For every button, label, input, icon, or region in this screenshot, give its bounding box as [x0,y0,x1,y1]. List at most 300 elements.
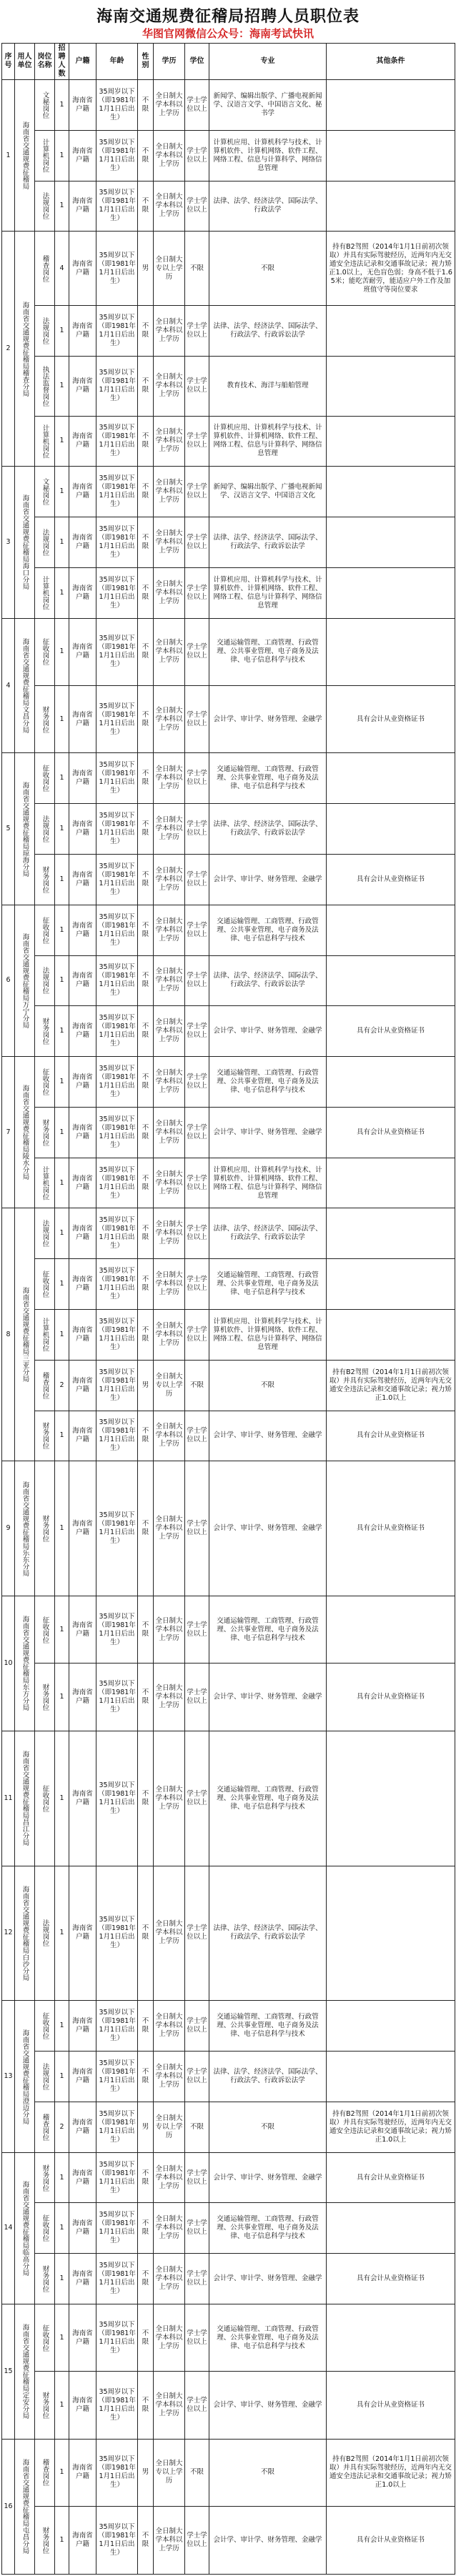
cell-employer: 海南省交通规费征稽局乐东分局 [15,1461,35,1596]
cell-degree: 不限 [185,232,209,306]
cell-age: 35周岁以下（即1981年1月1日后出生） [96,2254,138,2304]
cell-major: 交通运输管理、工商管理、行政管理、公共事业管理、电子商务及法律、电子信息科学与技术 [209,2304,327,2372]
cell-other-requirements [327,2052,455,2102]
table-row [2,2304,455,2372]
cell-major: 交通运输管理、工商管理、行政管理、公共事业管理、电子商务及法律、电子信息科学与技术 [209,1731,327,1866]
cell-headcount: 1 [55,2254,69,2304]
cell-headcount: 1 [55,1664,69,1731]
cell-degree: 学士学位以上 [185,357,209,416]
cell-age: 35周岁以下（即1981年1月1日后出生） [96,416,138,467]
cell-education: 全日制大学本科以上学历 [154,181,185,232]
cell-other-requirements [327,2001,455,2052]
cell-degree: 学士学位以上 [185,955,209,1006]
cell-age: 35周岁以下（即1981年1月1日后出生） [96,2439,138,2506]
cell-gender: 不限 [138,1731,154,1866]
cell-degree: 学士学位以上 [185,1461,209,1596]
cell-age: 35周岁以下（即1981年1月1日后出生） [96,130,138,181]
cell-education: 全日制大学本科以上学历 [154,2203,185,2254]
cell-employer: 海南省交通规费征稽局东方分局 [15,1596,35,1731]
cell-education: 全日制大学本科以上学历 [154,1411,185,1461]
cell-household: 海南省户籍 [69,1731,96,1866]
cell-education: 全日制大学本科以上学历 [154,1107,185,1158]
cell-gender: 不限 [138,2052,154,2102]
header-cell: 序号 [2,44,15,80]
cell-degree: 学士学位以上 [185,1866,209,2001]
table-body [2,80,455,2575]
cell-degree: 学士学位以上 [185,753,209,804]
table-row [2,2001,455,2052]
cell-post-name: 法规岗位 [35,517,55,568]
cell-headcount: 1 [55,1107,69,1158]
cell-degree: 学士学位以上 [185,2052,209,2102]
table-row [2,1360,455,1411]
cell-major: 会计学、审计学、财务管理、金融学 [209,1461,327,1596]
cell-other-requirements [327,567,455,618]
cell-education: 全日制大学本科以上学历 [154,1461,185,1596]
cell-degree: 学士学位以上 [185,567,209,618]
cell-seq-no: 10 [2,1596,15,1731]
cell-gender: 不限 [138,357,154,416]
cell-post-name: 征收岗位 [35,1731,55,1866]
cell-other-requirements: 持有B2驾照（2014年1月1日前初次领取）并具有实际驾驶经历，近两年内无交通安全违法记录和交通事故记录；视力矫正1.0以上，无色盲色弱；身高不低于1.65米；能吃苦耐劳，能适应户外工作及加班值守等岗位要求 [327,232,455,306]
cell-headcount: 4 [55,232,69,306]
cell-headcount: 2 [55,2102,69,2152]
cell-other-requirements [327,1596,455,1664]
cell-other-requirements: 具有会计从业资格证书 [327,1411,455,1461]
cell-major: 交通运输管理、工商管理、行政管理、公共事业管理、电子商务及法律、电子信息科学与技术 [209,2001,327,2052]
cell-employer: 海南省交通规费征稽局 [15,80,35,232]
cell-age: 35周岁以下（即1981年1月1日后出生） [96,2372,138,2439]
cell-degree: 不限 [185,2439,209,2506]
cell-major: 会计学、审计学、财务管理、金融学 [209,2254,327,2304]
cell-education: 全日制大学本科以上学历 [154,2152,185,2203]
cell-degree: 学士学位以上 [185,1057,209,1108]
cell-age: 35周岁以下（即1981年1月1日后出生） [96,2203,138,2254]
cell-headcount: 1 [55,804,69,855]
cell-gender: 男 [138,2439,154,2506]
table-row [2,2254,455,2304]
table-row [2,1259,455,1310]
cell-headcount: 1 [55,2203,69,2254]
cell-major: 交通运输管理、工商管理、行政管理、公共事业管理、电子商务及法律、电子信息科学与技术 [209,1057,327,1108]
table-row [2,1107,455,1158]
cell-post-name: 法规岗位 [35,306,55,357]
table-row [2,905,455,955]
cell-headcount: 1 [55,517,69,568]
cell-age: 35周岁以下（即1981年1月1日后出生） [96,2001,138,2052]
cell-seq-no: 16 [2,2439,15,2574]
cell-post-name: 财务岗位 [35,1461,55,1596]
cell-headcount: 1 [55,2001,69,2052]
cell-gender: 男 [138,232,154,306]
cell-age: 35周岁以下（即1981年1月1日后出生） [96,2507,138,2575]
cell-post-name: 征收岗位 [35,1057,55,1108]
cell-education: 全日制大学本科以上学历 [154,1259,185,1310]
cell-age: 35周岁以下（即1981年1月1日后出生） [96,1107,138,1158]
page-subtitle: 华图官网微信公众号：海南考试快讯 [142,27,314,40]
table-row [2,567,455,618]
cell-gender: 不限 [138,1208,154,1259]
cell-age: 35周岁以下（即1981年1月1日后出生） [96,306,138,357]
cell-post-name: 财务岗位 [35,1411,55,1461]
cell-gender: 不限 [138,753,154,804]
cell-post-name: 稽查岗位 [35,2439,55,2506]
cell-major: 交通运输管理、工商管理、行政管理、公共事业管理、电子商务及法律、电子信息科学与技术 [209,905,327,955]
cell-post-name: 计算机岗位 [35,416,55,467]
cell-headcount: 1 [55,753,69,804]
cell-headcount: 1 [55,130,69,181]
cell-post-name: 法规岗位 [35,1866,55,2001]
table-row [2,306,455,357]
cell-headcount: 1 [55,1461,69,1596]
cell-other-requirements [327,80,455,131]
table-row [2,2507,455,2575]
cell-other-requirements: 具有会计从业资格证书 [327,2152,455,2203]
cell-education: 全日制大学本科以上学历 [154,2001,185,2052]
cell-headcount: 1 [55,1259,69,1310]
cell-employer: 海南省交通规费征稽局陵水分局 [15,1057,35,1208]
cell-household: 海南省户籍 [69,232,96,306]
cell-degree: 学士学位以上 [185,854,209,905]
table-row [2,517,455,568]
cell-degree: 学士学位以上 [185,686,209,753]
cell-major: 计算机应用、计算机科学与技术、计算机软件、计算机网络、软件工程、网络工程、信息与计算科学、网络信息管理 [209,1309,327,1360]
cell-headcount: 1 [55,1596,69,1664]
cell-post-name: 财务岗位 [35,2152,55,2203]
cell-major: 会计学、审计学、财务管理、金融学 [209,1411,327,1461]
cell-household: 海南省户籍 [69,955,96,1006]
table-row [2,1208,455,1259]
cell-other-requirements: 持有B2驾照（2014年1月1日前初次领取）并具有实际驾驶经历，近两年内无交通安全违法记录和交通事故记录；视力矫正1.0以上 [327,2439,455,2506]
cell-employer: 海南省交通规费征稽局定安分局 [15,2304,35,2440]
cell-headcount: 1 [55,181,69,232]
table-row [2,753,455,804]
cell-education: 全日制大学本科以上学历 [154,618,185,685]
cell-household: 海南省户籍 [69,2152,96,2203]
cell-age: 35周岁以下（即1981年1月1日后出生） [96,2052,138,2102]
cell-major: 会计学、审计学、财务管理、金融学 [209,2152,327,2203]
cell-other-requirements [327,618,455,685]
cell-gender: 不限 [138,130,154,181]
cell-household: 海南省户籍 [69,567,96,618]
cell-headcount: 1 [55,686,69,753]
cell-major: 法律、法学、经济法学、国际法学、行政法学、行政诉讼法学 [209,1866,327,2001]
cell-major: 新闻学、编辑出版学、广播电视新闻学、汉语言文学、中国语言文化、秘书学 [209,80,327,131]
cell-post-name: 征收岗位 [35,2304,55,2372]
cell-gender: 不限 [138,416,154,467]
cell-gender: 不限 [138,1158,154,1208]
cell-education: 全日制大专以上学历 [154,2102,185,2152]
cell-headcount: 1 [55,467,69,517]
table-row [2,1731,455,1866]
cell-education: 全日制大学本科以上学历 [154,567,185,618]
cell-degree: 学士学位以上 [185,2304,209,2372]
cell-education: 全日制大学本科以上学历 [154,306,185,357]
cell-post-name: 执法监督岗位 [35,357,55,416]
cell-post-name: 征收岗位 [35,1596,55,1664]
cell-major: 教育技术、海洋与船舶管理 [209,357,327,416]
cell-major: 不限 [209,2439,327,2506]
cell-age: 35周岁以下（即1981年1月1日后出生） [96,2102,138,2152]
cell-education: 全日制大专以上学历 [154,2439,185,2506]
cell-gender: 不限 [138,1309,154,1360]
cell-headcount: 1 [55,2052,69,2102]
cell-household: 海南省户籍 [69,1107,96,1158]
cell-degree: 学士学位以上 [185,1208,209,1259]
cell-seq-no: 11 [2,1731,15,1866]
cell-age: 35周岁以下（即1981年1月1日后出生） [96,2152,138,2203]
cell-education: 全日制大学本科以上学历 [154,1057,185,1108]
cell-post-name: 法规岗位 [35,804,55,855]
cell-age: 35周岁以下（即1981年1月1日后出生） [96,1057,138,1108]
cell-headcount: 1 [55,1411,69,1461]
cell-gender: 男 [138,2102,154,2152]
cell-gender: 不限 [138,306,154,357]
cell-degree: 学士学位以上 [185,1158,209,1208]
cell-employer: 海南省交通规费征稽局临高分局 [15,2152,35,2304]
cell-household: 海南省户籍 [69,2203,96,2254]
cell-headcount: 1 [55,567,69,618]
cell-seq-no: 5 [2,753,15,905]
cell-age: 35周岁以下（即1981年1月1日后出生） [96,517,138,568]
table-row [2,955,455,1006]
cell-education: 全日制大学本科以上学历 [154,2372,185,2439]
cell-gender: 不限 [138,2304,154,2372]
cell-major: 不限 [209,232,327,306]
cell-degree: 学士学位以上 [185,2152,209,2203]
cell-degree: 学士学位以上 [185,1309,209,1360]
cell-post-name: 征收岗位 [35,2001,55,2052]
cell-gender: 不限 [138,80,154,131]
cell-post-name: 财务岗位 [35,686,55,753]
cell-other-requirements: 具有会计从业资格证书 [327,1006,455,1057]
cell-age: 35周岁以下（即1981年1月1日后出生） [96,181,138,232]
job-table [1,43,455,2575]
header-cell: 招聘人数 [55,44,69,80]
cell-other-requirements [327,1866,455,2001]
cell-education: 全日制大学本科以上学历 [154,2254,185,2304]
cell-household: 海南省户籍 [69,1309,96,1360]
cell-gender: 不限 [138,2507,154,2575]
cell-other-requirements [327,1259,455,1310]
cell-other-requirements [327,181,455,232]
cell-major: 会计学、审计学、财务管理、金融学 [209,1006,327,1057]
cell-age: 35周岁以下（即1981年1月1日后出生） [96,1411,138,1461]
cell-major: 法律、法学、经济法学、国际法学、行政法学、行政诉讼法学 [209,1208,327,1259]
cell-education: 全日制大学本科以上学历 [154,955,185,1006]
cell-major: 交通运输管理、工商管理、行政管理、公共事业管理、电子商务及法律、电子信息科学与技术 [209,753,327,804]
cell-post-name: 稽查岗位 [35,1360,55,1411]
table-row [2,232,455,306]
cell-household: 海南省户籍 [69,2304,96,2372]
cell-post-name: 征收岗位 [35,1259,55,1310]
cell-seq-no: 2 [2,232,15,467]
cell-post-name: 稽查岗位 [35,232,55,306]
table-row [2,130,455,181]
cell-other-requirements: 具有会计从业资格证书 [327,2254,455,2304]
cell-degree: 学士学位以上 [185,416,209,467]
cell-major: 计算机应用、计算机科学与技术、计算机软件、计算机网络、软件工程、网络工程、信息与计算科学、网络信息管理 [209,130,327,181]
cell-other-requirements [327,1057,455,1108]
cell-post-name: 财务岗位 [35,2372,55,2439]
cell-education: 全日制大学本科以上学历 [154,2304,185,2372]
table-row [2,618,455,685]
cell-post-name: 稽查岗位 [35,2102,55,2152]
header-cell: 岗位名称 [35,44,55,80]
cell-gender: 不限 [138,1057,154,1108]
cell-employer: 海南省交通规费征稽局昌江分局 [15,1731,35,1866]
cell-post-name: 法规岗位 [35,2052,55,2102]
cell-seq-no: 1 [2,80,15,232]
cell-post-name: 财务岗位 [35,854,55,905]
cell-post-name: 财务岗位 [35,2507,55,2575]
cell-age: 35周岁以下（即1981年1月1日后出生） [96,1208,138,1259]
cell-post-name: 征收岗位 [35,2203,55,2254]
table-row [2,2052,455,2102]
cell-age: 35周岁以下（即1981年1月1日后出生） [96,467,138,517]
cell-gender: 不限 [138,1411,154,1461]
cell-age: 35周岁以下（即1981年1月1日后出生） [96,753,138,804]
cell-degree: 学士学位以上 [185,1731,209,1866]
table-row [2,1866,455,2001]
cell-employer: 海南省交通规费征稽局万宁分局 [15,905,35,1056]
cell-headcount: 1 [55,2152,69,2203]
cell-gender: 不限 [138,2001,154,2052]
table-row [2,80,455,131]
cell-major: 交通运输管理、工商管理、行政管理、公共事业管理、电子商务及法律、电子信息科学与技术 [209,2203,327,2254]
cell-major: 会计学、审计学、财务管理、金融学 [209,1107,327,1158]
cell-gender: 不限 [138,567,154,618]
cell-degree: 学士学位以上 [185,804,209,855]
cell-gender: 不限 [138,2254,154,2304]
table-row [2,1006,455,1057]
cell-major: 法律、法学、经济法学、国际法学、行政法学、行政诉讼法学 [209,517,327,568]
cell-education: 全日制大学本科以上学历 [154,80,185,131]
cell-seq-no: 13 [2,2001,15,2152]
cell-age: 35周岁以下（即1981年1月1日后出生） [96,618,138,685]
header-cell: 学位 [185,44,209,80]
cell-headcount: 1 [55,905,69,955]
cell-headcount: 1 [55,1309,69,1360]
cell-education: 全日制大学本科以上学历 [154,753,185,804]
cell-gender: 不限 [138,955,154,1006]
cell-other-requirements: 具有会计从业资格证书 [327,1664,455,1731]
cell-post-name: 文秘岗位 [35,80,55,131]
cell-other-requirements [327,2304,455,2372]
cell-employer: 海南省交通规费征稽局文昌分局 [15,618,35,753]
cell-employer: 海南省交通规费征稽局海口分局 [15,467,35,618]
cell-household: 海南省户籍 [69,905,96,955]
cell-age: 35周岁以下（即1981年1月1日后出生） [96,955,138,1006]
cell-age: 35周岁以下（即1981年1月1日后出生） [96,1158,138,1208]
cell-seq-no: 12 [2,1866,15,2001]
cell-age: 35周岁以下（即1981年1月1日后出生） [96,804,138,855]
cell-education: 全日制大学本科以上学历 [154,357,185,416]
header-cell: 学历 [154,44,185,80]
cell-post-name: 财务岗位 [35,1107,55,1158]
cell-headcount: 1 [55,618,69,685]
cell-household: 海南省户籍 [69,416,96,467]
cell-degree: 学士学位以上 [185,80,209,131]
cell-major: 新闻学、编辑出版学、广播电视新闻学、汉语言文学、中国语言文化 [209,467,327,517]
cell-post-name: 征收岗位 [35,618,55,685]
cell-major: 交通运输管理、工商管理、行政管理、公共事业管理、电子商务及法律、电子信息科学与技术 [209,1259,327,1310]
cell-other-requirements: 持有B2驾照（2014年1月1日前初次领取）并具有实际驾驶经历，近两年内无交通安全违法记录和交通事故记录；视力矫正1.0以上 [327,2102,455,2152]
cell-other-requirements [327,1208,455,1259]
cell-degree: 学士学位以上 [185,517,209,568]
cell-seq-no: 4 [2,618,15,753]
cell-other-requirements: 具有会计从业资格证书 [327,1461,455,1596]
cell-employer: 海南省交通规费征稽局白沙分局 [15,1866,35,2001]
cell-post-name: 法规岗位 [35,181,55,232]
cell-household: 海南省户籍 [69,2507,96,2575]
cell-employer: 海南省交通规费征稽局三亚分局 [15,1208,35,1461]
cell-household: 海南省户籍 [69,618,96,685]
cell-other-requirements: 持有B2驾照（2014年1月1日前初次领取）并具有实际驾驶经历，近两年内无交通安全违法记录和交通事故记录；视力矫正1.0以上 [327,1360,455,1411]
table-row [2,804,455,855]
cell-headcount: 1 [55,80,69,131]
cell-degree: 学士学位以上 [185,306,209,357]
cell-household: 海南省户籍 [69,1208,96,1259]
cell-major: 计算机应用、计算机科学与技术、计算机软件、计算机网络、软件工程、网络工程、信息与计算科学、网络信息管理 [209,416,327,467]
cell-major: 不限 [209,2102,327,2152]
cell-household: 海南省户籍 [69,1664,96,1731]
cell-education: 全日制大学本科以上学历 [154,686,185,753]
cell-education: 全日制大学本科以上学历 [154,804,185,855]
cell-post-name: 征收岗位 [35,905,55,955]
header-cell: 户籍 [69,44,96,80]
cell-household: 海南省户籍 [69,1461,96,1596]
cell-other-requirements [327,306,455,357]
table-row [2,2203,455,2254]
cell-employer: 海南省交通规费征稽局澄迈分局 [15,2001,35,2152]
cell-gender: 不限 [138,1107,154,1158]
cell-education: 全日制大学本科以上学历 [154,1158,185,1208]
header-cell: 其他条件 [327,44,455,80]
table-row [2,686,455,753]
cell-education: 全日制大学本科以上学历 [154,1866,185,2001]
cell-household: 海南省户籍 [69,1057,96,1108]
cell-headcount: 1 [55,955,69,1006]
cell-degree: 学士学位以上 [185,1259,209,1310]
cell-gender: 不限 [138,804,154,855]
cell-other-requirements [327,1731,455,1866]
cell-education: 全日制大学本科以上学历 [154,1208,185,1259]
table-row [2,1664,455,1731]
cell-post-name: 财务岗位 [35,2254,55,2304]
cell-other-requirements: 具有会计从业资格证书 [327,2372,455,2439]
cell-post-name: 计算机岗位 [35,1158,55,1208]
table-row [2,2372,455,2439]
cell-degree: 学士学位以上 [185,1664,209,1731]
cell-headcount: 1 [55,2304,69,2372]
cell-gender: 不限 [138,905,154,955]
cell-age: 35周岁以下（即1981年1月1日后出生） [96,2304,138,2372]
cell-headcount: 1 [55,2372,69,2439]
header-cell: 用人单位 [15,44,35,80]
cell-age: 35周岁以下（即1981年1月1日后出生） [96,1461,138,1596]
cell-degree: 学士学位以上 [185,1006,209,1057]
cell-gender: 不限 [138,686,154,753]
cell-household: 海南省户籍 [69,854,96,905]
cell-household: 海南省户籍 [69,2001,96,2052]
cell-seq-no: 7 [2,1057,15,1208]
cell-other-requirements [327,357,455,416]
cell-major: 交通运输管理、工商管理、行政管理、公共事业管理、电子商务及法律、电子信息科学与技术 [209,1596,327,1664]
cell-degree: 学士学位以上 [185,1411,209,1461]
cell-headcount: 1 [55,306,69,357]
cell-household: 海南省户籍 [69,804,96,855]
